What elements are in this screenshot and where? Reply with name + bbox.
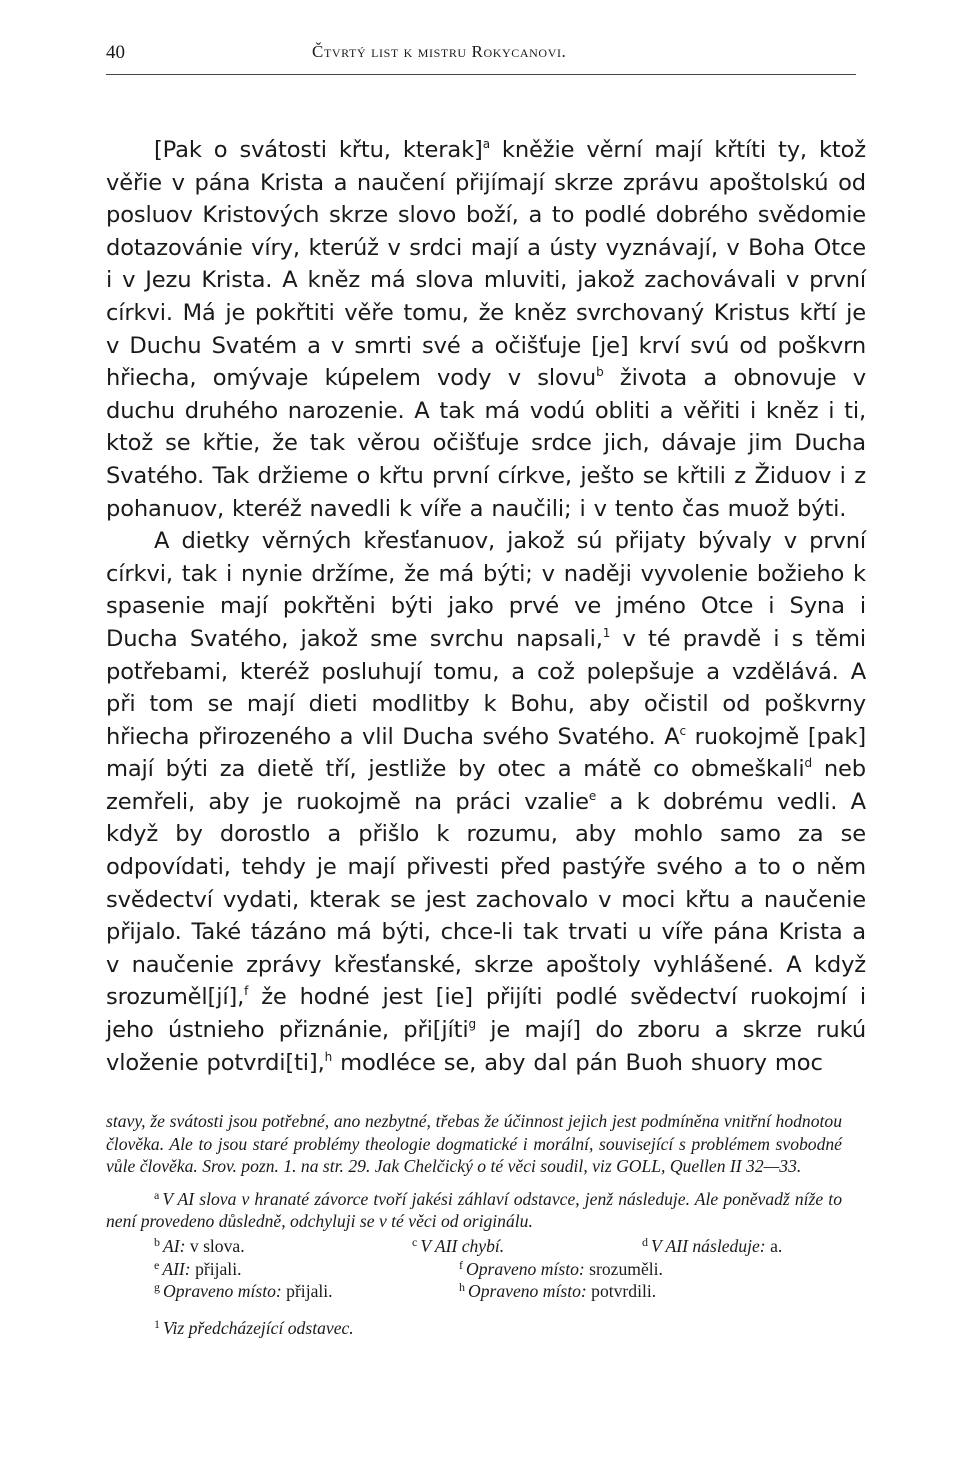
footnote-e <box>154 1258 459 1281</box>
footnote-e-label: e <box>154 1257 160 1272</box>
footnote-b <box>154 1235 412 1258</box>
page-header <box>106 40 856 72</box>
paragraph-1-part-2: kněžie věrní mají křtíti ty, ktož věřie v pána Krista a naučení přijímají skrze zprávu apoštolskú od posluov Kristových skrze slovo boží, a to podlé dobrého svědomie dotazovánie víry, kterúž v srdci mají a ústy vyznávají, v Boha Otce i v Jezu Krista. A kněz má slova mluviti, jakož zachovávali v první církvi. Má je pokřtiti věře tomu, že kněz svrchovaný Kristus křtí je v Duchu Svatém a v smrti své a očišťuje [je] krví svú od poškvrn hřiecha, omývaje kúpelem vody v slovu <box>106 137 866 392</box>
paragraph-2-part-4: neb zemřeli, aby je ruokojmě na práci vzalie <box>106 756 866 815</box>
footnote-f <box>459 1258 842 1281</box>
paragraph-1 <box>106 134 866 525</box>
paragraph-2 <box>106 525 866 1079</box>
main-text <box>106 134 866 1079</box>
paragraph-1-part-1: [Pak o svátosti křtu, kterak] <box>154 137 483 163</box>
footnote-ref-1: 1 <box>602 625 611 640</box>
header-rule <box>106 74 856 75</box>
footnote-d <box>642 1235 842 1258</box>
footnote-g <box>154 1280 459 1303</box>
footnote-b-label: b <box>154 1234 160 1249</box>
footnote-ref-b: b <box>596 365 604 380</box>
footnote-b-source: AI: <box>163 1235 186 1256</box>
footnote-1 <box>106 1317 842 1340</box>
footnote-ref-e: e <box>588 788 597 803</box>
footnote-c-label: c <box>412 1234 418 1249</box>
footnote-c <box>412 1235 642 1258</box>
paragraph-2-part-5: a k dobrému vedli. A když by dorostlo a přišlo k rozumu, aby mohlo samo za se odpovídati, tehdy je mají přivesti před pastýře svého a to o něm svědectví vydati, kterak se jest zachovalo v moci křtu a naučenie přijalo. Také tázáno má býti, chce-li tak trvati u víře pána Krista a v naučenie zprávy křesťanské, skrze apoštoly vyhlášené. A když srozuměl[jí], <box>106 788 866 1011</box>
paragraph-2-part-1: A dietky věrných křesťanuov, jakož sú přijaty bývaly v první církvi, tak i nynie držíme, že má býti; v naději vyvolenie božieho k spasenie mají pokřtěni býti jako prvé ve jméno Otce i Syna i Ducha Svatého, jakož sme svrchu napsali, <box>106 528 866 652</box>
footnote-ref-d: d <box>804 756 813 771</box>
footnote-g-text: přijali. <box>286 1281 333 1302</box>
footnote-ref-h: h <box>324 1049 333 1064</box>
footnote-row-bcd <box>106 1235 842 1258</box>
footnote-g-source: Opraveno místo: <box>163 1281 282 1302</box>
footnote-1-label: 1 <box>154 1316 160 1331</box>
footnote-b-text: v slova. <box>189 1235 245 1256</box>
footnote-ref-c: c <box>679 723 686 738</box>
running-title: Čtvrtý list k mistru Rokycanovi. <box>312 42 567 61</box>
footnote-h-source: Opraveno místo: <box>468 1281 587 1302</box>
footnote-c-source: V AII chybí. <box>420 1235 505 1256</box>
footnote-h <box>459 1280 842 1303</box>
footnote-f-label: f <box>459 1257 463 1272</box>
footnote-d-label: d <box>642 1234 648 1249</box>
footnote-e-text: přijali. <box>195 1258 242 1279</box>
footnote-a <box>106 1188 842 1233</box>
paragraph-2-part-2: v té pravdě i s těmi potřebami, kteréž posluhují tomu, a což polepšuje a vzdělává. A při tom se mají dieti modlitby k Bohu, aby očistil od poškvrny hřiecha přirozeného a vlil Ducha svého Svatého. A <box>106 625 866 750</box>
footnote-1-text: Viz předcházející odstavec. <box>163 1317 354 1338</box>
footnote-f-text: srozuměli. <box>589 1258 663 1279</box>
footnote-ref-g: g <box>468 1017 476 1032</box>
footnote-d-text: a. <box>770 1235 783 1256</box>
page-number: 40 <box>106 42 125 63</box>
footnote-row-ef <box>106 1258 842 1281</box>
paragraph-2-part-6: že hodné jest [ie] přijíti podlé svědectví ruokojmí i jeho ústnieho přiznánie, při[jíti <box>106 984 866 1044</box>
footnote-d-source: V AII následuje: <box>651 1235 766 1256</box>
paragraph-1-part-3: života a obnovuje v duchu druhého narozenie. A tak má vodú obliti a věřiti i kněz i ti, ktož se křtie, že tak věrou očišťuje srdce jich, dávaje jim Ducha Svatého. Tak držieme o křtu první církve, ješto se křtili z Židuov i z pohanuov, kteréž navedli k víře a naučili; i v tento čas muož býti. <box>106 365 866 522</box>
footnote-f-source: Opraveno místo: <box>466 1258 585 1279</box>
footnote-a-text: V AI slova v hranaté závorce tvoří jakési záhlaví odstavce, jenž následuje. Ale poněvadž níže to není provedeno důsledně, odchyluji se v té věci od originálu. <box>106 1188 842 1232</box>
paragraph-2-part-7: je mají] do zboru a skrze rukú vloženie potvrdi[ti], <box>106 1017 866 1076</box>
footnote-g-label: g <box>154 1280 160 1295</box>
paragraph-2-part-8: modléce se, aby dal pán Buoh shuory moc <box>332 1049 823 1076</box>
footnote-h-text: potvrdili. <box>591 1281 657 1302</box>
footnote-e-source: AII: <box>162 1258 191 1279</box>
footnote-a-label: a <box>154 1187 160 1202</box>
footnote-ref-f: f <box>244 984 249 999</box>
footnote-h-label: h <box>459 1280 465 1295</box>
footnotes <box>106 1110 842 1339</box>
footnote-row-gh <box>106 1280 842 1303</box>
paragraph-2-part-3: ruokojmě [pak] mají býti za dietě tří, jestliže by otec a mátě co obmeškali <box>106 723 866 783</box>
footnote-continuation: stavy, že svátosti jsou potřebné, ano nezbytné, třebas že účinnost jejich jest podmíněna vnitřní hodnotou člověka. Ale to jsou staré problémy theologie dogmatické i morální, související s problémem svobodné vůle člověka. Srov. pozn. 1. na str. 29. Jak Chelčický o té věci soudil, viz GOLL, Quellen II 32—33. <box>106 1111 842 1177</box>
footnote-ref-a: a <box>482 137 490 151</box>
